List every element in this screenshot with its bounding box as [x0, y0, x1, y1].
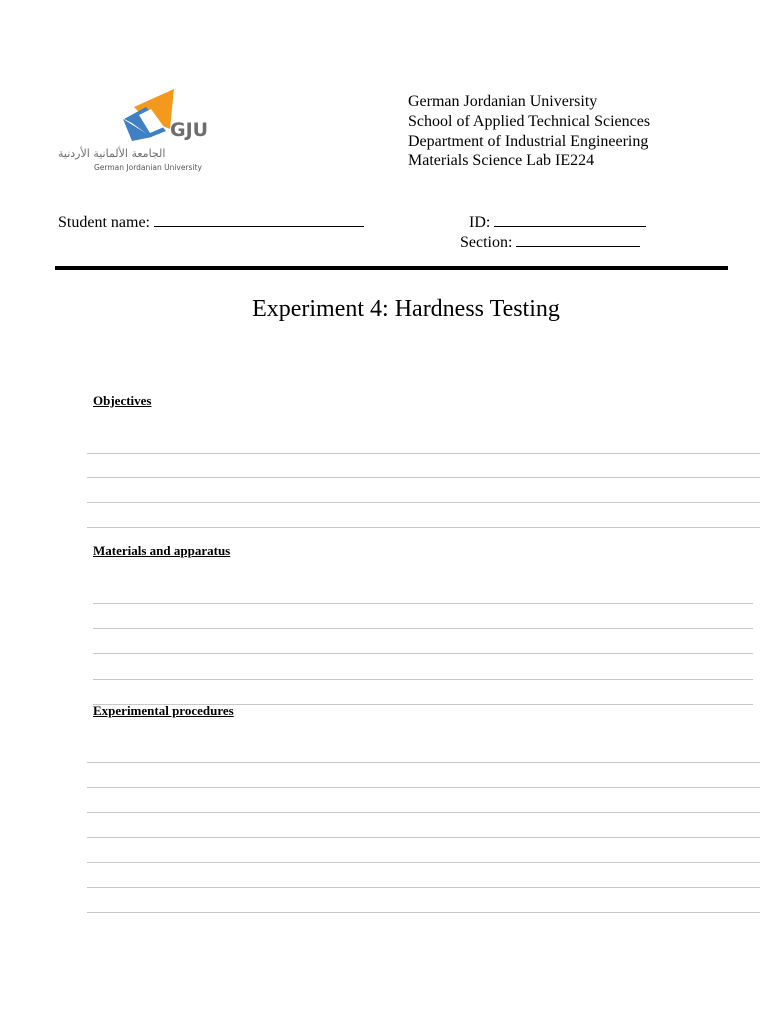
logo-arabic-name: الجامعة الألمانية الأردنية	[58, 147, 166, 160]
answer-line[interactable]	[93, 603, 753, 604]
header-school: School of Applied Technical Sciences	[408, 113, 651, 130]
answer-line[interactable]	[87, 787, 760, 788]
section-label: Section:	[460, 234, 513, 251]
header-university: German Jordanian University	[408, 93, 598, 110]
answer-line[interactable]	[87, 502, 760, 503]
answer-line[interactable]	[87, 477, 760, 478]
answer-line[interactable]	[93, 628, 753, 629]
answer-line[interactable]	[87, 527, 760, 528]
logo-abbr: GJU	[170, 119, 209, 141]
section-row	[460, 232, 640, 252]
section-field[interactable]	[516, 232, 640, 247]
objectives-heading: Objectives	[93, 393, 152, 408]
answer-line[interactable]	[93, 679, 753, 680]
answer-line[interactable]	[93, 653, 753, 654]
materials-heading: Materials and apparatus	[93, 543, 231, 558]
procedures-heading: Experimental procedures	[93, 703, 234, 718]
answer-line[interactable]	[87, 912, 760, 913]
logo-english-name: German Jordanian University	[94, 163, 202, 172]
answer-line[interactable]	[87, 837, 760, 838]
student-name-label: Student name:	[58, 214, 150, 231]
id-field[interactable]	[494, 212, 646, 227]
id-row	[469, 212, 646, 232]
gju-logo	[56, 85, 209, 175]
header-divider	[55, 266, 728, 270]
answer-line[interactable]	[87, 887, 760, 888]
answer-line[interactable]	[87, 862, 760, 863]
id-label: ID:	[469, 214, 491, 231]
answer-line[interactable]	[87, 453, 760, 454]
header-lab: Materials Science Lab IE224	[408, 152, 595, 169]
answer-line[interactable]	[87, 762, 760, 763]
page-title: Experiment 4: Hardness Testing	[252, 296, 560, 322]
student-name-row	[58, 212, 364, 232]
answer-line[interactable]	[87, 812, 760, 813]
student-name-field[interactable]	[154, 212, 364, 227]
header-department: Department of Industrial Engineering	[408, 133, 649, 150]
